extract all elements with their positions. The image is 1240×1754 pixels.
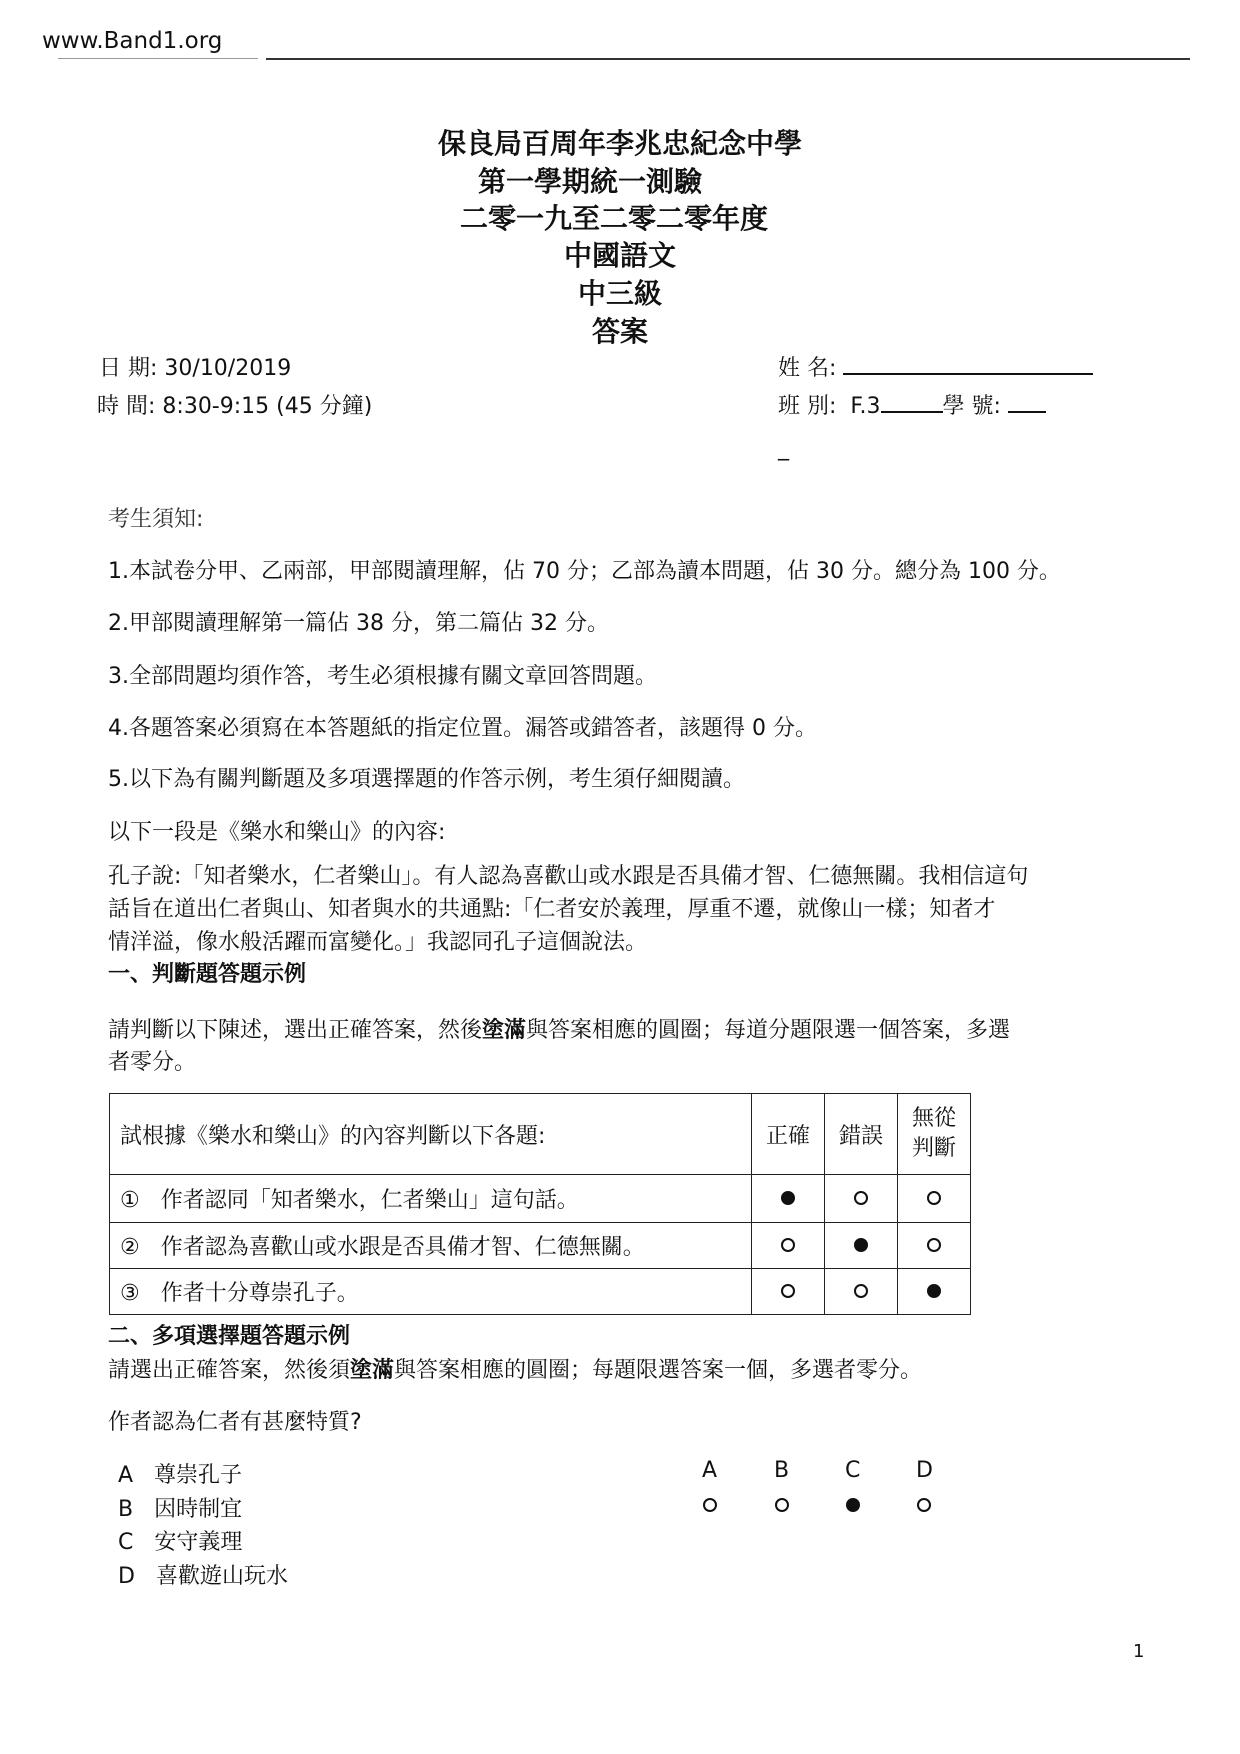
- passage-line-1: 孔子說:「知者樂水，仁者樂山」。有人認為喜歡山或水跟是否具備才智、仁德無關。我相信這句: [108, 864, 1029, 889]
- header-line: [58, 58, 258, 59]
- col-undeterminable: 無從 判斷: [898, 1094, 971, 1175]
- table-header: 試根據《樂水和樂山》的內容判斷以下各題:: [110, 1094, 752, 1175]
- grade: 中三級: [577, 277, 662, 310]
- answer-bubble[interactable]: [781, 1238, 795, 1252]
- section2-instr-b: 與答案相應的圓圈；每題限選答案一個，多選者零分。: [394, 1358, 923, 1383]
- passage-line-3: 情洋溢，像水般活躍而富變化。」我認同孔子這個說法。: [108, 930, 648, 955]
- answer-bubble[interactable]: [781, 1284, 795, 1298]
- date-label: 日 期:: [99, 356, 158, 381]
- passage-line-2: 話旨在道出仁者與山、知者與水的共通點:「仁者安於義理，厚重不遷，就像山一樣；知者才: [108, 897, 996, 922]
- time-value: 8:30-9:15 (45 分鐘): [162, 394, 373, 419]
- school-name: 保良局百周年李兆忠紀念中學: [437, 127, 802, 160]
- col-correct: 正確: [752, 1094, 825, 1175]
- answer-bubble[interactable]: [927, 1238, 941, 1252]
- col-wrong: 錯誤: [825, 1094, 898, 1175]
- passage-intro: 以下一段是《樂水和樂山》的內容:: [108, 820, 446, 845]
- answer-bubble[interactable]: [854, 1284, 868, 1298]
- name-field[interactable]: [843, 351, 1093, 375]
- mc-column-letter: A: [702, 1458, 718, 1483]
- section2-instr-bold: 塗滿: [350, 1358, 395, 1383]
- number-label: 學 號:: [942, 394, 1001, 419]
- number-field[interactable]: [1008, 389, 1046, 413]
- exam-name: 第一學期統一測驗: [477, 165, 702, 198]
- mc-column-letter: C: [845, 1458, 861, 1483]
- answer-bubble[interactable]: [927, 1191, 941, 1205]
- class-value: F.3: [850, 394, 881, 419]
- header-rule: [266, 58, 1190, 60]
- date-value: 30/10/2019: [164, 356, 292, 381]
- answer-title: 答案: [591, 315, 648, 348]
- notice-5: 5.以下為有關判斷題及多項選擇題的作答示例，考生須仔細閱讀。: [108, 767, 745, 792]
- mc-question: 作者認為仁者有甚麼特質?: [108, 1410, 362, 1435]
- school-year: 二零一九至二零二零年度: [459, 202, 768, 235]
- time-label: 時 間:: [97, 394, 156, 419]
- class-field[interactable]: [881, 389, 943, 413]
- stray-underscore: _: [778, 436, 789, 461]
- class-label: 班 別:: [778, 394, 837, 419]
- notice-1: 1.本試卷分甲、乙兩部，甲部閱讀理解，佔 70 分；乙部為讀本問題，佔 30 分。總分為 100 分。: [108, 559, 1061, 584]
- page-number: 1: [1133, 1641, 1145, 1662]
- section1-instr-b: 與答案相應的圓圈；每道分題限選一個答案，多選: [526, 1018, 1011, 1043]
- table-row: ③ 作者十分尊崇孔子。: [110, 1269, 971, 1315]
- answer-bubble[interactable]: [927, 1284, 941, 1298]
- answer-bubble[interactable]: [854, 1191, 868, 1205]
- mc-option: A 尊崇孔子: [118, 1463, 243, 1488]
- name-label: 姓 名:: [778, 356, 837, 381]
- notice-4: 4.各題答案必須寫在本答題紙的指定位置。漏答或錯答者，該題得 0 分。: [108, 716, 817, 741]
- section1-instr-c: 者零分。: [108, 1050, 197, 1075]
- mc-option: D 喜歡遊山玩水: [118, 1564, 288, 1589]
- judgement-table: [109, 1093, 971, 1315]
- mc-answer-bubble[interactable]: [775, 1498, 789, 1512]
- answer-bubble[interactable]: [854, 1238, 868, 1252]
- answer-bubble[interactable]: [781, 1191, 795, 1205]
- mc-column-letter: D: [916, 1458, 933, 1483]
- section1-instr: 請判斷以下陳述，選出正確答案，然後: [108, 1018, 483, 1043]
- subject: 中國語文: [563, 239, 676, 272]
- section1-heading: 一、判斷題答題示例: [108, 962, 307, 987]
- site-header: www.Band1.org: [42, 28, 223, 54]
- notice-3: 3.全部問題均須作答，考生必須根據有關文章回答問題。: [108, 664, 657, 689]
- mc-column-letter: B: [774, 1458, 790, 1483]
- mc-answer-bubble[interactable]: [846, 1498, 860, 1512]
- mc-answer-bubble[interactable]: [703, 1498, 717, 1512]
- mc-answer-bubble[interactable]: [917, 1498, 931, 1512]
- notice-title: 考生須知:: [108, 507, 204, 532]
- table-row: ② 作者認為喜歡山或水跟是否具備才智、仁德無關。: [110, 1223, 971, 1269]
- notice-2: 2.甲部閱讀理解第一篇佔 38 分，第二篇佔 32 分。: [108, 611, 609, 636]
- mc-option: B 因時制宜: [118, 1497, 243, 1522]
- section2-heading: 二、多項選擇題答題示例: [108, 1324, 351, 1349]
- section2-instr: 請選出正確答案，然後須: [108, 1358, 351, 1383]
- section1-instr-bold: 塗滿: [482, 1018, 527, 1043]
- table-row: ① 作者認同「知者樂水，仁者樂山」這句話。: [110, 1175, 971, 1223]
- mc-option: C 安守義理: [118, 1530, 243, 1555]
